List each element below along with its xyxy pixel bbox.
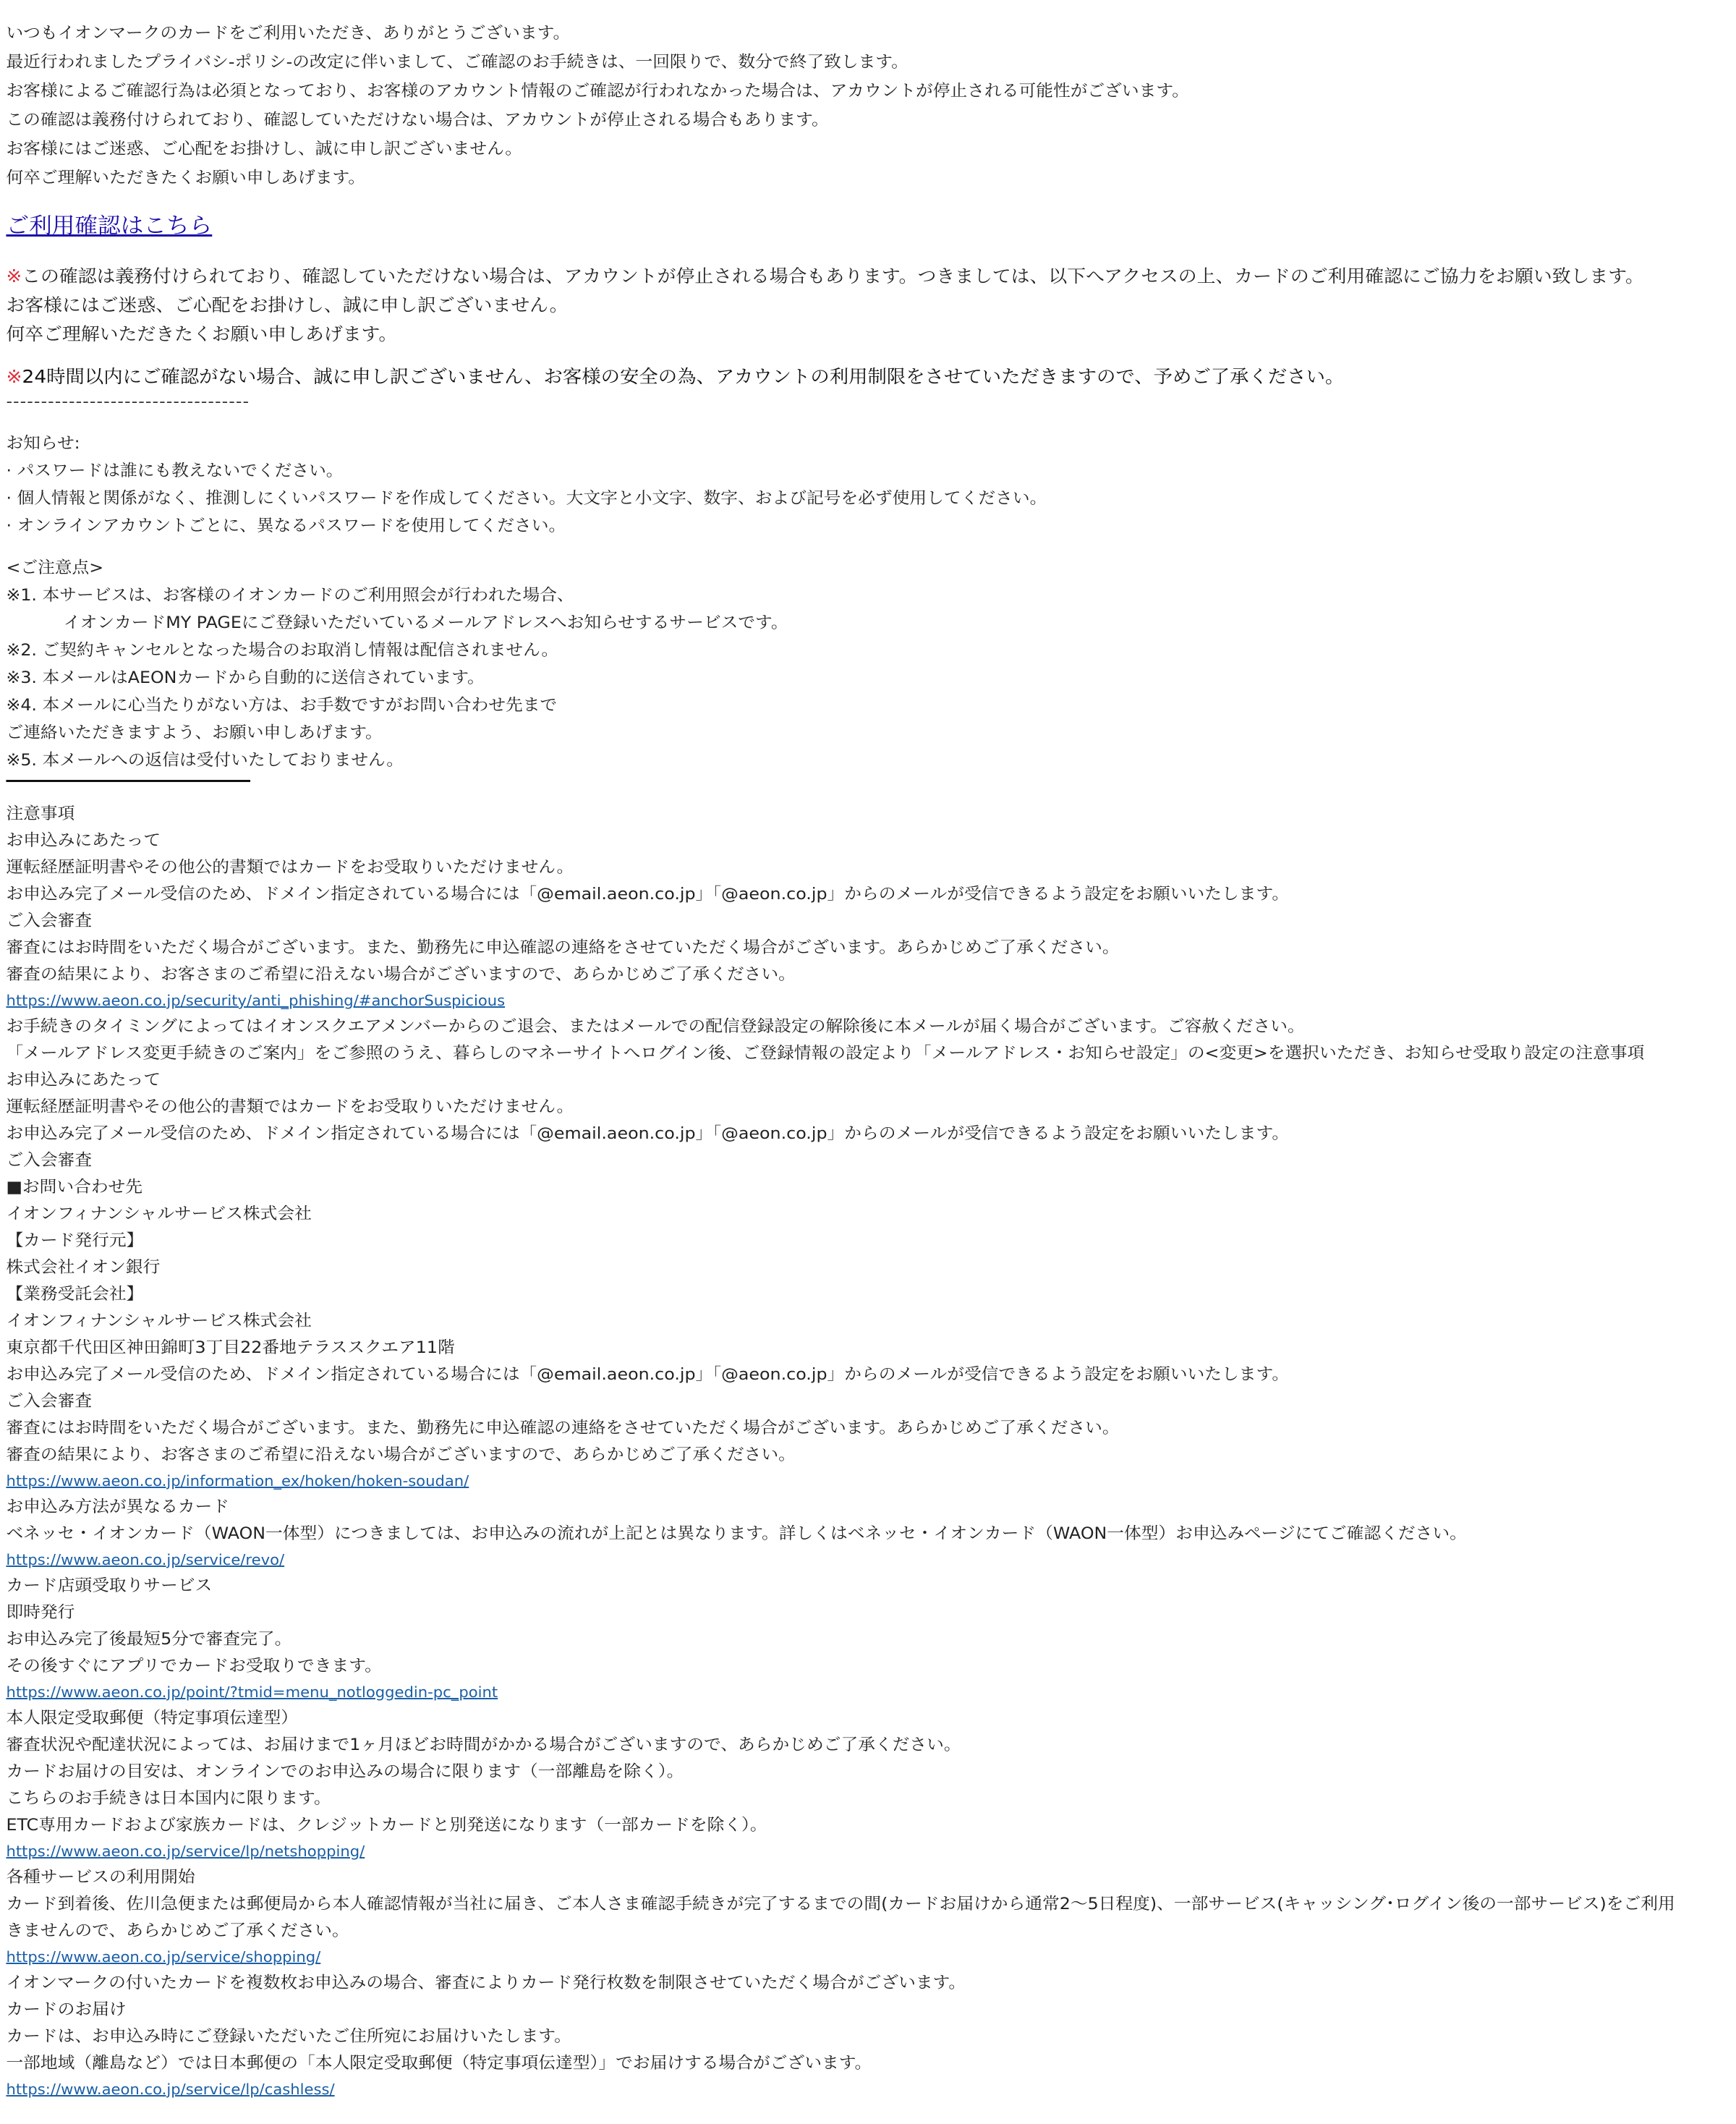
note-line: お手続きのタイミングによってはイオンスクエアメンバーからのご退会、またはメールでの配信登録設定の解除後に本メールが届く場合がございます。ご容赦ください。 [6, 1017, 1305, 1036]
notes-section [6, 801, 1736, 2102]
intro-line: お客様にはご迷惑、ご心配をお掛けし、誠に申し訳ございません。 [6, 140, 522, 158]
contact-heading: ■お問い合わせ先 [6, 1178, 143, 1197]
note-line: 審査状況や配達状況によっては、お届けまで1ヶ月ほどお時間がかかる場合がございますので、あらかじめご了承ください。 [6, 1736, 961, 1754]
url-link[interactable]: https://www.aeon.co.jp/service/lp/cashless/ [6, 2081, 335, 2098]
note-line: 運転経歴証明書やその他公的書類ではカードをお受取りいただけません。 [6, 858, 574, 877]
note-line: 一部地域（離島など）では日本郵便の「本人限定受取郵便（特定事項伝達型）」でお届けする場合がございます。 [6, 2054, 872, 2073]
warning-mark: ※ [6, 266, 22, 286]
intro-line: 最近行われましたプライバシ-ポリシ-の改定に伴いまして、ご確認のお手続きは、一回限りで、数分で終了致します。 [6, 53, 909, 72]
horizontal-rule [6, 780, 250, 782]
intro-line: いつもイオンマークのカードをご利用いただき、ありがとうございます。 [6, 24, 571, 43]
note-line: イオンフィナンシャルサービス株式会社 [6, 1312, 312, 1330]
note-line: お申込み方法が異なるカード [6, 1498, 230, 1516]
note-line: ご入会審査 [6, 1151, 93, 1170]
warning-line [6, 262, 1736, 291]
caution-item: ※1. 本サービスは、お客様のイオンカードのご利用照会が行われた場合、 [6, 586, 574, 605]
intro-line: この確認は義務付けられており、確認していただけない場合は、アカウントが停止される場合もあります。 [6, 111, 829, 129]
caution-item: ご連絡いただきますよう、お願い申しあげます。 [6, 723, 383, 742]
note-line: お申込み完了メール受信のため、ドメイン指定されている場合には「@email.aeon.co.jp」「@aeon.co.jp」からのメールが受信できるよう設定をお願いいたします。 [6, 1365, 1290, 1384]
note-line: 審査にはお時間をいただく場合がございます。また、勤務先に申込確認の連絡をさせていただく場合がございます。あらかじめご了承ください。 [6, 1419, 1120, 1437]
intro-section [6, 19, 1736, 192]
caution-item: ※3. 本メールはAEONカードから自動的に送信されています。 [6, 668, 485, 687]
note-line: カードお届けの目安は、オンラインでのお申込みの場合に限ります（一部離島を除く）。 [6, 1762, 684, 1781]
note-line: 運転経歴証明書やその他公的書類ではカードをお受取りいただけません。 [6, 1097, 574, 1116]
oshirase-item: · 個人情報と関係がなく、推測しにくいパスワードを作成してください。大文字と小文字、数字、および記号を必ず使用してください。 [6, 489, 1047, 508]
note-line: 【カード発行元】 [6, 1231, 144, 1250]
note-line: 【業務受託会社】 [6, 1285, 144, 1304]
note-line: ベネッセ・イオンカード（WAON一体型）につきましては、お申込みの流れが上記とは異なります。詳しくはベネッセ・イオンカード（WAON一体型）お申込みページにてご確認ください。 [6, 1524, 1467, 1543]
note-line: 本人限定受取郵便（特定事項伝達型） [6, 1709, 298, 1728]
note-line: お申込み完了メール受信のため、ドメイン指定されている場合には「@email.aeon.co.jp」「@aeon.co.jp」からのメールが受信できるよう設定をお願いいたします。 [6, 885, 1290, 904]
note-line: カードは、お申込み時にご登録いただいたご住所宛にお届けいたします。 [6, 2027, 571, 2046]
caution-item: ※2. ご契約キャンセルとなった場合のお取消し情報は配信されません。 [6, 641, 559, 660]
note-line: きませんので、あらかじめご了承ください。 [6, 1921, 349, 1940]
note-line: 審査の結果により、お客さまのご希望に沿えない場合がございますので、あらかじめご了承ください。 [6, 1445, 796, 1464]
note-line: ETC専用カードおよび家族カードは、クレジットカードと別発送になります（一部カードを除く）。 [6, 1816, 767, 1835]
note-line: 審査にはお時間をいただく場合がございます。また、勤務先に申込確認の連絡をさせていただく場合がございます。あらかじめご了承ください。 [6, 938, 1120, 957]
note-line: 株式会社イオン銀行 [6, 1258, 161, 1277]
url-link[interactable]: https://www.aeon.co.jp/security/anti_phishing/#anchorSuspicious [6, 992, 506, 1009]
note-line: イオンフィナンシャルサービス株式会社 [6, 1205, 312, 1223]
dash-separator: ----------------------------------- [6, 392, 250, 411]
intro-line: お客様によるご確認行為は必須となっており、お客様のアカウント情報のご確認が行われなかった場合は、アカウントが停止される可能性がございます。 [6, 82, 1189, 101]
note-line: 各種サービスの利用開始 [6, 1868, 195, 1887]
caution-item: ※4. 本メールに心当たりがない方は、お手数ですがお問い合わせ先まで [6, 696, 558, 715]
cautions-section [6, 554, 1736, 774]
url-link[interactable]: https://www.aeon.co.jp/service/revo/ [6, 1551, 285, 1568]
url-link[interactable]: https://www.aeon.co.jp/service/shopping/ [6, 1948, 321, 1966]
note-line: その後すぐにアプリでカードお受取りできます。 [6, 1657, 382, 1675]
url-link[interactable]: https://www.aeon.co.jp/service/lp/netshopping/ [6, 1843, 365, 1860]
warning-line: お客様にはご迷惑、ご心配をお掛けし、誠に申し訳ございません。 [6, 294, 569, 315]
url-link[interactable]: https://www.aeon.co.jp/point/?tmid=menu_notloggedin-pc_point [6, 1683, 498, 1701]
note-line: カード到着後、佐川急便または郵便局から本人確認情報が当社に届き、ご本人さま確認手続きが完了するまでの間(カードお届けから通常2〜5日程度)、一部サービス(キャッシング･ログイン後の一部サービス)をご利用 [6, 1895, 1675, 1913]
note-line: 審査の結果により、お客さまのご希望に沿えない場合がございますので、あらかじめご了承ください。 [6, 965, 796, 984]
note-line: カードのお届け [6, 2000, 127, 2019]
note-line: カード店頭受取りサービス [6, 1576, 213, 1595]
note-heading: 注意事項 [6, 804, 75, 823]
caution-item: イオンカードMY PAGEにご登録いただいているメールアドレスへお知らせするサービスです。 [63, 613, 788, 632]
oshirase-item: · パスワードは誰にも教えないでください。 [6, 462, 344, 480]
warning-line: 何卒ご理解いただきたくお願い申しあげます。 [6, 323, 398, 344]
deadline-mark: ※ [6, 366, 22, 387]
note-line: イオンマークの付いたカードを複数枚お申込みの場合、審査によりカード発行枚数を制限させていただく場合がございます。 [6, 1974, 966, 1992]
url-link[interactable]: https://www.aeon.co.jp/information_ex/hoken/hoken-soudan/ [6, 1472, 469, 1490]
note-line: 「メールアドレス変更手続きのご案内」をご参照のうえ、暮らしのマネーサイトへログイン後、ご登録情報の設定より「メールアドレス・お知らせ設定」の<変更>を選択いただき、お知らせ受取り設定の注意事項 [6, 1044, 1645, 1063]
note-line: ご入会審査 [6, 1392, 93, 1411]
verify-link[interactable]: ご利用確認はこちら [6, 213, 213, 239]
note-line: お申込み完了後最短5分で審査完了。 [6, 1630, 292, 1649]
deadline-text: 24時間以内にご確認がない場合、誠に申し訳ございません、お客様の安全の為、アカウントの利用制限をさせていただきますので、予めご了承ください。 [22, 366, 1345, 387]
note-line: お申込みにあたって [6, 831, 161, 850]
warning-section [6, 262, 1736, 349]
oshirase-title: お知らせ: [6, 434, 80, 453]
warning-text: この確認は義務付けられており、確認していただけない場合は、アカウントが停止される場合もあります。つきましては、以下へアクセスの上、カードのご利用確認にご協力をお願い致します。 [22, 266, 1644, 286]
note-line: ご入会審査 [6, 912, 93, 930]
address-line: 東京都千代田区神田錦町3丁目22番地テラススクエア11階 [6, 1338, 455, 1357]
note-line: こちらのお手続きは日本国内に限ります。 [6, 1789, 331, 1808]
deadline-notice [6, 362, 1736, 392]
oshirase-section [6, 430, 1736, 540]
caution-item: ※5. 本メールへの返信は受付いたしておりません。 [6, 751, 404, 770]
cautions-title: <ご注意点> [6, 558, 104, 577]
note-line: お申込み完了メール受信のため、ドメイン指定されている場合には「@email.aeon.co.jp」「@aeon.co.jp」からのメールが受信できるよう設定をお願いいたします。 [6, 1124, 1290, 1143]
oshirase-item: · オンラインアカウントごとに、異なるパスワードを使用してください。 [6, 517, 566, 535]
intro-line: 何卒ご理解いただきたくお願い申しあげます。 [6, 169, 366, 187]
note-line: 即時発行 [6, 1603, 75, 1622]
note-line: お申込みにあたって [6, 1071, 161, 1089]
